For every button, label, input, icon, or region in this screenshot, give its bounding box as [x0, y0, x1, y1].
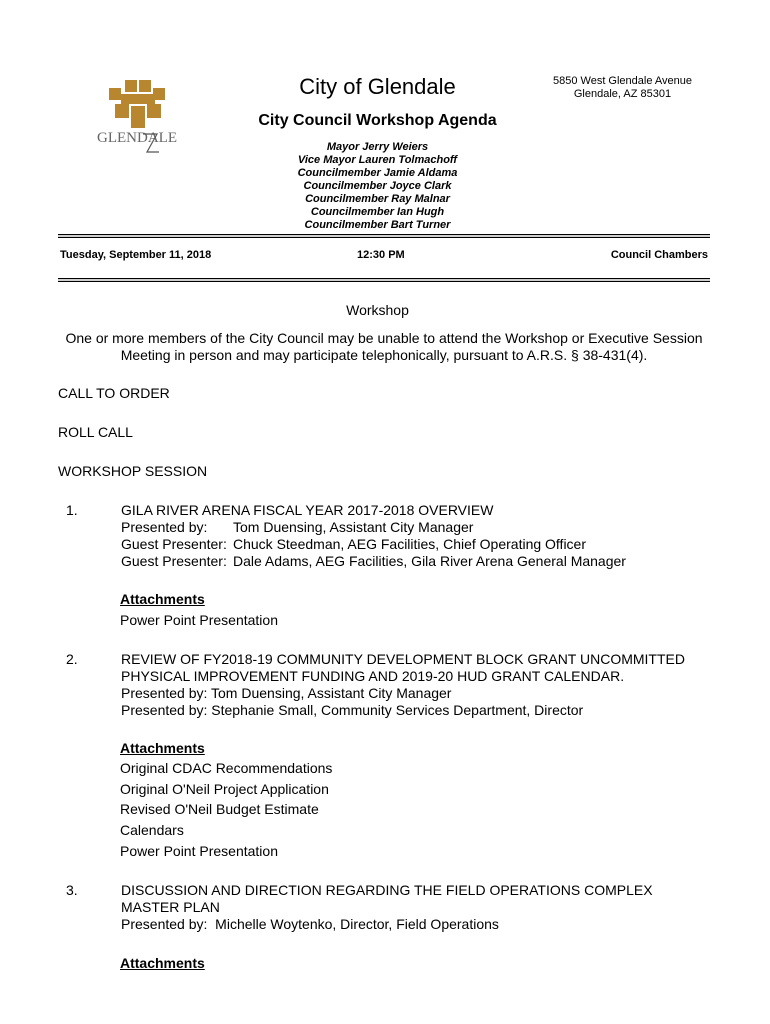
presenter-line: Presented by: Stephanie Small, Community Services Department, Director	[121, 702, 584, 718]
address-line-2: Glendale, AZ 85301	[573, 88, 672, 100]
item-title: GILA RIVER ARENA FISCAL YEAR 2017-2018 OVERVIEW	[121, 502, 494, 518]
divider-top	[58, 234, 710, 238]
agenda-title: City Council Workshop Agenda	[258, 112, 497, 129]
item-number: 3.	[66, 882, 78, 898]
city-logo	[95, 76, 183, 158]
attachments-heading: Attachments	[120, 955, 205, 971]
council-members	[230, 141, 525, 232]
presenter-line: Presented by: Tom Duensing, Assistant City Manager	[121, 685, 452, 701]
glendale-logo-icon	[95, 76, 183, 158]
item-title: DISCUSSION AND DIRECTION REGARDING THE FIELD OPERATIONS COMPLEX	[121, 882, 653, 898]
presenter-label: Guest Presenter:	[121, 553, 227, 569]
attachments-heading: Attachments	[120, 591, 205, 607]
meeting-time: 12:30 PM	[357, 249, 405, 261]
member-name: Councilmember Jamie Aldama	[297, 167, 458, 179]
attachment-link[interactable]: Original CDAC Recommendations	[120, 760, 333, 776]
notice-line: Meeting in person and may participate telephonically, pursuant to A.R.S. § 38-431(4).	[120, 347, 648, 363]
presenter-name: Tom Duensing, Assistant City Manager	[233, 519, 474, 535]
presenter-label: Presented by:	[121, 519, 208, 535]
attachment-link[interactable]: Power Point Presentation	[120, 842, 278, 859]
workshop-title: Workshop	[346, 302, 409, 318]
item-number: 2.	[66, 651, 78, 667]
attachment-list	[120, 758, 332, 861]
item-title: MASTER PLAN	[121, 899, 220, 915]
divider-bottom	[58, 278, 710, 282]
agenda-item-1	[121, 502, 721, 570]
member-name: Councilmember Bart Turner	[304, 219, 451, 231]
attachment-link[interactable]: Revised O'Neil Budget Estimate	[120, 801, 319, 818]
attachment-link[interactable]: Power Point Presentation	[120, 612, 278, 628]
member-name: Vice Mayor Lauren Tolmachoff	[297, 154, 458, 166]
presenter-row	[121, 553, 721, 570]
presenter-name: Dale Adams, AEG Facilities, Gila River Arena General Manager	[233, 553, 626, 569]
roll-call-heading: ROLL CALL	[58, 424, 133, 440]
city-address	[545, 75, 700, 101]
agenda-item-3	[121, 882, 721, 933]
presenter-name: Chuck Steedman, AEG Facilities, Chief Operating Officer	[233, 536, 587, 552]
member-name: Mayor Jerry Weiers	[326, 141, 429, 153]
item-number: 1.	[66, 502, 78, 518]
address-line-1: 5850 West Glendale Avenue	[552, 75, 693, 87]
member-name: Councilmember Ian Hugh	[310, 206, 445, 218]
member-name: Councilmember Ray Malnar	[305, 193, 450, 205]
attendance-notice	[58, 330, 710, 364]
item-title: PHYSICAL IMPROVEMENT FUNDING AND 2019-20 HUD GRANT CALENDAR.	[121, 668, 625, 684]
attachment-link[interactable]: Original O'Neil Project Application	[120, 780, 329, 797]
item-title: REVIEW OF FY2018-19 COMMUNITY DEVELOPMENT BLOCK GRANT UNCOMMITTED	[121, 651, 685, 667]
meeting-date: Tuesday, September 11, 2018	[60, 249, 212, 261]
logo-wordmark: GLENDALE	[97, 130, 177, 146]
presenter-row	[121, 536, 721, 553]
attachment-list	[120, 610, 278, 631]
attachment-link[interactable]: Calendars	[120, 822, 184, 839]
city-title: City of Glendale	[299, 74, 456, 99]
call-to-order-heading: CALL TO ORDER	[58, 385, 170, 401]
presenter-line: Presented by: Michelle Woytenko, Director, Field Operations	[121, 916, 499, 932]
presenter-label: Guest Presenter:	[121, 536, 227, 552]
notice-line: One or more members of the City Council may be unable to attend the Workshop or Executive Session	[65, 330, 703, 346]
member-name: Councilmember Joyce Clark	[303, 180, 452, 192]
attachments-heading: Attachments	[120, 740, 205, 756]
presenter-row	[121, 519, 721, 536]
agenda-item-2	[121, 651, 721, 719]
meeting-location: Council Chambers	[610, 249, 708, 261]
workshop-session-heading: WORKSHOP SESSION	[58, 463, 208, 479]
